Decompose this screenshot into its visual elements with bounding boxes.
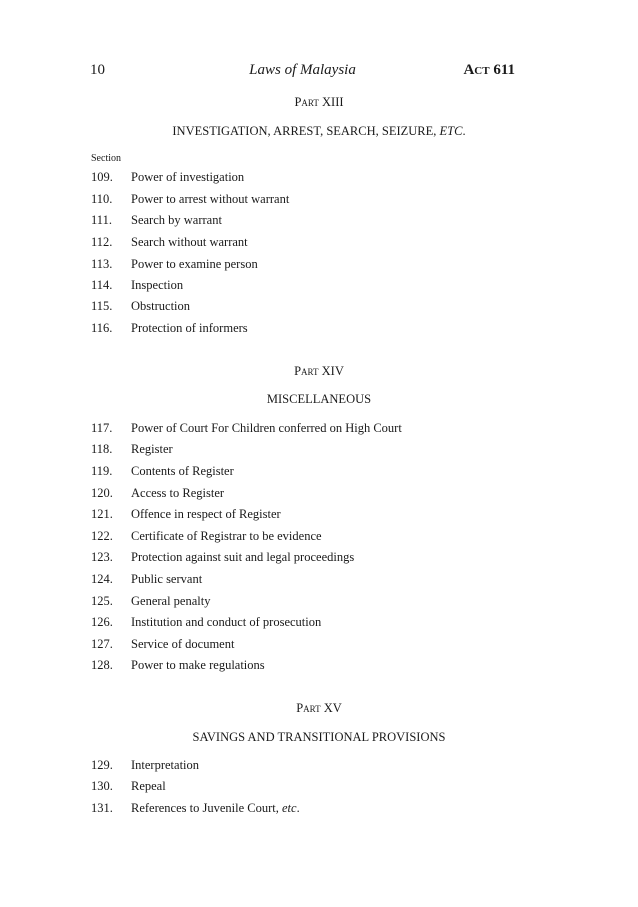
list-item xyxy=(91,213,222,231)
section-title: Power of investigation xyxy=(131,170,245,184)
section-title: Public servant xyxy=(131,572,203,586)
list-item xyxy=(91,442,173,460)
section-title: Access to Register xyxy=(131,486,225,500)
section-title: Register xyxy=(131,442,173,456)
list-item xyxy=(91,529,322,547)
section-number: 115. xyxy=(91,299,113,313)
part-label: Part XIV xyxy=(294,364,344,378)
part-title: MISCELLANEOUS xyxy=(266,392,372,406)
section-number: 110. xyxy=(91,192,113,206)
list-item xyxy=(91,299,190,317)
section-title: Institution and conduct of prosecution xyxy=(131,615,322,629)
section-number: 125. xyxy=(91,594,113,608)
section-title: Offence in respect of Register xyxy=(131,507,281,521)
section-title: Power to examine person xyxy=(131,257,258,271)
list-item xyxy=(91,421,402,439)
list-item xyxy=(91,572,202,590)
list-item xyxy=(91,278,183,296)
act-number: Act 611 xyxy=(463,62,515,78)
part-title: INVESTIGATION, ARREST, SEARCH, SEIZURE, ETC. xyxy=(172,124,466,138)
section-number: 113. xyxy=(91,257,113,271)
list-item xyxy=(91,257,258,275)
section-title: Protection against suit and legal proceedings xyxy=(131,550,355,564)
section-title: Inspection xyxy=(131,278,184,292)
section-title: Service of document xyxy=(131,637,235,651)
part-label: Part XIII xyxy=(294,95,344,109)
section-number: 120. xyxy=(91,486,113,500)
section-number: 114. xyxy=(91,278,113,292)
part-title: SAVINGS AND TRANSITIONAL PROVISIONS xyxy=(192,730,446,744)
list-item xyxy=(91,594,210,612)
section-number: 121. xyxy=(91,507,113,521)
running-title: Laws of Malaysia xyxy=(249,62,356,78)
section-number: 119. xyxy=(91,464,113,478)
section-title: Power to make regulations xyxy=(131,658,265,672)
page-number: 10 xyxy=(90,62,105,78)
section-number: 123. xyxy=(91,550,113,564)
list-item xyxy=(91,464,234,482)
section-number: 122. xyxy=(91,529,113,543)
section-title: References to Juvenile Court, etc. xyxy=(131,801,300,815)
section-column-label: Section xyxy=(91,153,121,164)
list-item xyxy=(91,550,354,568)
section-title: Search by warrant xyxy=(131,213,222,227)
section-number: 129. xyxy=(91,758,113,772)
section-title: Power of Court For Children conferred on High Court xyxy=(131,421,402,435)
list-item xyxy=(91,801,300,819)
section-number: 116. xyxy=(91,321,113,335)
part-label: Part XV xyxy=(296,701,342,715)
section-title: Search without warrant xyxy=(131,235,248,249)
list-item xyxy=(91,235,248,253)
section-title: Contents of Register xyxy=(131,464,234,478)
section-title: Interpretation xyxy=(131,758,200,772)
section-number: 112. xyxy=(91,235,113,249)
page-header xyxy=(90,62,515,84)
list-item xyxy=(91,779,166,797)
list-item xyxy=(91,658,265,676)
section-number: 130. xyxy=(91,779,113,793)
section-number: 127. xyxy=(91,637,113,651)
list-item xyxy=(91,615,321,633)
section-number: 118. xyxy=(91,442,113,456)
list-item xyxy=(91,507,281,525)
list-item xyxy=(91,170,244,188)
section-title: Obstruction xyxy=(131,299,191,313)
section-title: Certificate of Registrar to be evidence xyxy=(131,529,322,543)
list-item xyxy=(91,192,289,210)
list-item xyxy=(91,637,234,655)
section-title: Power to arrest without warrant xyxy=(131,192,290,206)
list-item xyxy=(91,321,248,339)
section-number: 131. xyxy=(91,801,113,815)
section-title: Repeal xyxy=(131,779,166,793)
section-title: Protection of informers xyxy=(131,321,248,335)
list-item xyxy=(91,486,224,504)
section-title: General penalty xyxy=(131,594,211,608)
section-number: 117. xyxy=(91,421,113,435)
list-item xyxy=(91,758,199,776)
section-number: 124. xyxy=(91,572,113,586)
section-number: 111. xyxy=(91,213,112,227)
section-number: 128. xyxy=(91,658,113,672)
section-number: 109. xyxy=(91,170,113,184)
section-number: 126. xyxy=(91,615,113,629)
